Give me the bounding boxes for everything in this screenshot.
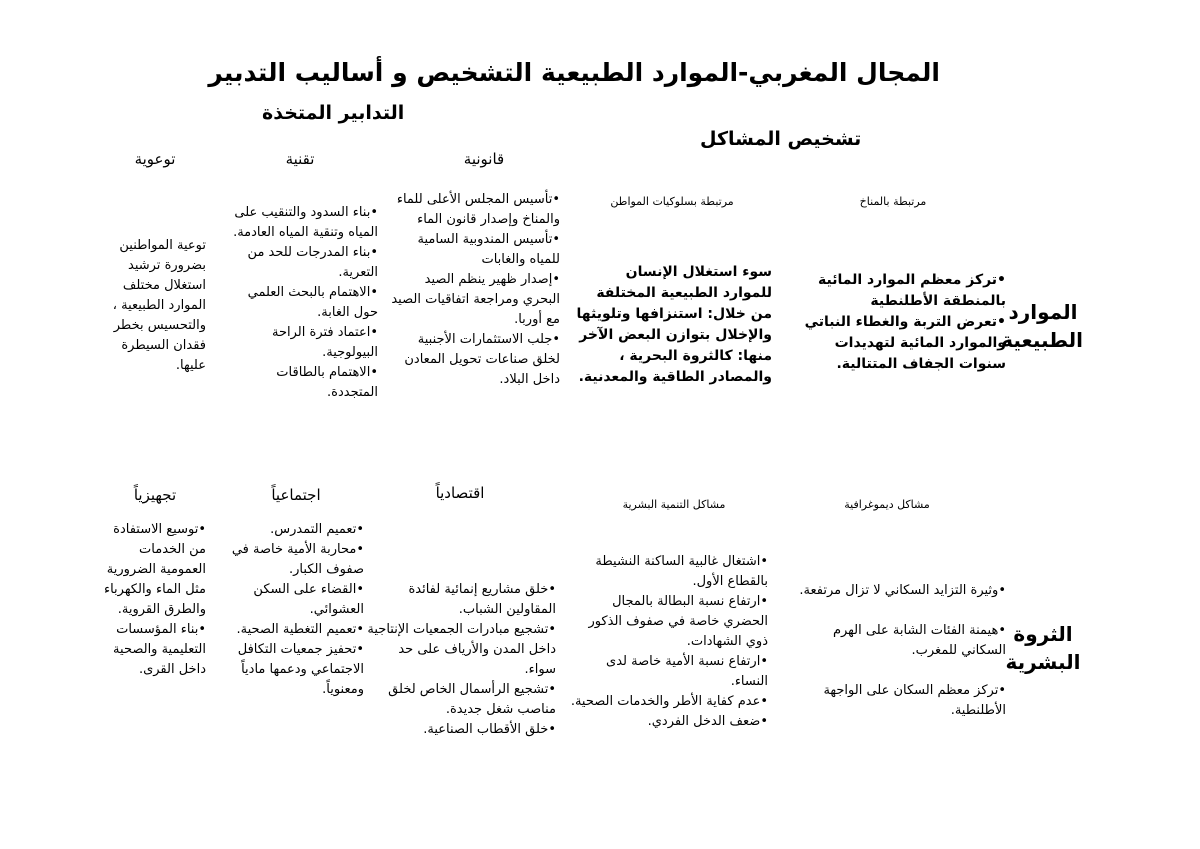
list-item: •جلب الاستثمارات الأجنبية لخلق صناعات تحويل المعادن داخل البلاد.: [404, 332, 560, 387]
header-citizens: مرتبطة بسلوكيات المواطن: [610, 195, 734, 208]
list-item: •تعميم التغطية الصحية.: [236, 622, 364, 637]
citizen-problems-text: سوء استغلال الإنسان للموارد الطبيعية المختلفة من خلال: استنزافها وتلويثها والإخلال بتوازن البعض الآخر منها: كالثروة البحرية ، والمصادر الطاقية والمعدنية.: [576, 264, 772, 385]
header-social: اجتماعياً: [271, 486, 321, 504]
list-item: •القضاء على السكن العشوائي.: [253, 582, 364, 617]
social-measures-list: [230, 520, 364, 700]
diagnosis-heading: تشخيص المشاكل: [700, 128, 862, 150]
row-label-natural-resources: الموارد الطبيعية: [1001, 300, 1083, 352]
awareness-measures-text: توعية المواطنين بضرورة ترشيد استغلال مختلف الموارد الطبيعية ، والتحسيس بخطر فقدان السيطرة عليها.: [112, 238, 206, 373]
development-problems-list: [570, 552, 768, 732]
list-item: •بناء المؤسسات التعليمية والصحية داخل القرى.: [113, 622, 206, 677]
list-item: •الاهتمام بالبحث العلمي حول الغابة.: [247, 285, 378, 320]
list-item: •عدم كفاية الأطر والخدمات الصحية.: [570, 694, 768, 709]
header-climate: مرتبطة بالمناخ: [859, 195, 927, 208]
measures-heading: التدابير المتخذة: [262, 102, 405, 124]
header-human-development: مشاكل التنمية البشرية: [622, 498, 726, 511]
header-technical: تقنية: [285, 150, 315, 168]
header-awareness: توعوية: [134, 150, 176, 168]
list-item: •الاهتمام بالطاقات المتجددة.: [276, 365, 378, 400]
list-item: •تحفيز جمعيات التكافل الاجتماعي ودعمها مادياً ومعنوياً.: [237, 642, 364, 697]
list-item: •تأسيس المندوبية السامية للمياه والغابات: [417, 232, 560, 267]
list-item: •تعميم التمدرس.: [270, 522, 364, 537]
list-item: •ارتفاع نسبة البطالة بالمجال الحضري خاصة في صفوف الذكور ذوي الشهادات.: [588, 594, 768, 649]
header-demographic: مشاكل ديموغرافية: [844, 498, 930, 511]
legal-measures-list: [388, 190, 560, 390]
demographic-problems-list: [792, 581, 1006, 721]
row-label-human-resources: الثروة البشرية: [1005, 622, 1081, 674]
list-item: •اعتماد فترة الراحة البيولوجية.: [272, 325, 378, 360]
technical-measures-list: [230, 203, 378, 403]
list-item: •خلق مشاريع إنمائية لفائدة المقاولين الشباب.: [408, 582, 556, 617]
list-item: •خلق الأقطاب الصناعية.: [423, 722, 556, 737]
list-item: •هيمنة الفئات الشابة على الهرم السكاني للمغرب.: [832, 623, 1006, 658]
list-item: •تركز معظم السكان على الواجهة الأطلنطية.: [823, 683, 1006, 718]
list-item: •اشتغال غالبية الساكنة النشيطة بالقطاع الأول.: [595, 554, 768, 589]
list-item: •تشجيع مبادرات الجمعيات الإنتاجية داخل المدن والأرياف على حد سواء.: [367, 622, 556, 677]
list-item: •محاربة الأمية خاصة في صفوف الكبار.: [231, 542, 364, 577]
list-item: •ضعف الدخل الفردي.: [647, 714, 768, 729]
list-item: •بناء المدرجات للحد من التعرية.: [247, 245, 378, 280]
economic-measures-list: [366, 580, 556, 740]
list-item: •تعرض التربة والغطاء النباتي والموارد المائية لتهديدات سنوات الجفاف المتتالية.: [804, 314, 1006, 372]
list-item: •وثيرة التزايد السكاني لا تزال مرتفعة.: [799, 583, 1006, 598]
list-item: •تشجيع الرأسمال الخاص لخلق مناصب شغل جديدة.: [388, 682, 556, 717]
header-legal: قانونية: [463, 150, 505, 168]
page-title: المجال المغربي-الموارد الطبيعية التشخيص و أساليب التدبير: [208, 58, 940, 87]
list-item: •بناء السدود والتنقيب على المياه وتنقية المياه العادمة.: [233, 205, 378, 240]
list-item: •توسيع الاستفادة من الخدمات العمومية الضرورية مثل الماء والكهرباء والطرق القروية.: [103, 522, 206, 617]
list-item: •ارتفاع نسبة الأمية خاصة لدى النساء.: [606, 654, 768, 689]
list-item: •تأسيس المجلس الأعلى للماء والمناخ وإصدار قانون الماء: [396, 192, 560, 227]
climate-problems-list: [792, 270, 1006, 375]
list-item: •تركز معظم الموارد المائية بالمنطقة الأطلنطية: [818, 272, 1006, 309]
list-item: •إصدار ظهير ينظم الصيد البحري ومراجعة اتفاقيات الصيد مع أوربا.: [391, 272, 560, 327]
header-economic: اقتصادياً: [435, 484, 485, 502]
equipment-measures-list: [98, 520, 206, 680]
header-equipment: تجهيزياً: [133, 486, 177, 504]
